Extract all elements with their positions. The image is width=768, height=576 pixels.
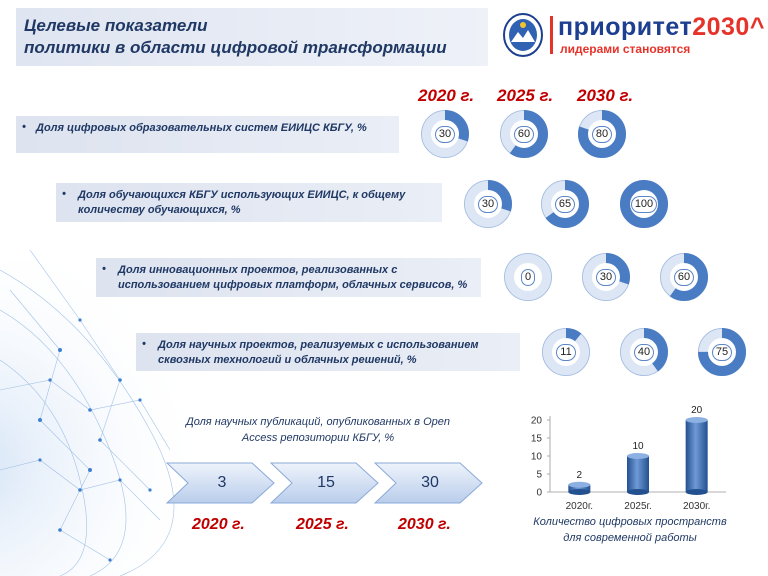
publication-arrow-2025 bbox=[270, 462, 382, 504]
publication-arrow-2020 bbox=[166, 462, 278, 504]
donut-value: 75 bbox=[712, 344, 732, 361]
bullet: • bbox=[102, 263, 106, 275]
donut-value: 60 bbox=[514, 126, 534, 143]
title-line-2: политики в области цифровой трансформации bbox=[24, 38, 447, 57]
donut-ind2-2030 bbox=[620, 180, 668, 228]
donut-ind2-2025 bbox=[541, 180, 589, 228]
logo-tagline: лидерами становятся bbox=[560, 42, 691, 56]
donut-ind1-2020 bbox=[421, 110, 469, 158]
title-line-1: Целевые показатели bbox=[24, 16, 208, 35]
donut-ind2-2020 bbox=[464, 180, 512, 228]
donut-value: 80 bbox=[592, 126, 612, 143]
bar-2030г. bbox=[686, 420, 708, 492]
publications-caption-line-2: Access репозитории КБГУ, % bbox=[241, 432, 395, 444]
logo-brand-text: приоритет2030^ bbox=[558, 13, 765, 41]
donut-ind3-2030 bbox=[660, 253, 708, 301]
indicator-label-line-2: сквозных технологий и облачных решений, % bbox=[158, 354, 417, 366]
indicator-label-line-2: использованием цифровых платформ, облачных сервисов, % bbox=[118, 279, 468, 291]
bar-base bbox=[568, 489, 590, 495]
donut-value: 100 bbox=[631, 196, 657, 213]
y-tick-label: 10 bbox=[530, 451, 542, 463]
bar-top bbox=[686, 417, 708, 423]
y-tick-label: 15 bbox=[530, 433, 542, 445]
donut-ind3-2025 bbox=[582, 253, 630, 301]
publications-caption bbox=[168, 414, 468, 446]
donut-value: 30 bbox=[478, 196, 498, 213]
bar-top bbox=[627, 453, 649, 459]
donut-value: 30 bbox=[596, 269, 616, 286]
bullet: • bbox=[142, 338, 146, 350]
bar-base bbox=[686, 489, 708, 495]
year-header-2020: 2020 г. bbox=[418, 86, 475, 105]
publication-value: 3 bbox=[217, 474, 227, 491]
indicator-label-line-1: Доля обучающихся КБГУ использующих ЕИИЦС, к общему bbox=[78, 189, 406, 201]
donut-ind4-2025 bbox=[620, 328, 668, 376]
donut-value: 30 bbox=[435, 126, 455, 143]
logo-divider bbox=[550, 16, 553, 54]
donut-label bbox=[464, 180, 512, 228]
donut-ind3-2020 bbox=[504, 253, 552, 301]
donut-label bbox=[578, 110, 626, 158]
donut-ind1-2025 bbox=[500, 110, 548, 158]
donut-label bbox=[660, 253, 708, 301]
donut-label bbox=[542, 328, 590, 376]
bar-base bbox=[627, 489, 649, 495]
chart-caption bbox=[510, 514, 750, 546]
publication-year-2020: 2020 г. bbox=[192, 516, 245, 533]
indicator-innovation-projects bbox=[96, 258, 481, 297]
donut-label bbox=[620, 328, 668, 376]
bar-top bbox=[568, 482, 590, 488]
donut-label bbox=[698, 328, 746, 376]
bar-data-label: 20 bbox=[691, 405, 703, 416]
year-header-2030: 2030 г. bbox=[577, 86, 634, 105]
priority-2030-logo bbox=[498, 10, 765, 60]
indicator-label-line-2: количеству обучающихся, % bbox=[78, 204, 241, 216]
x-tick-label: 2025г. bbox=[624, 501, 652, 512]
indicator-students-usage bbox=[56, 183, 442, 222]
donut-value: 11 bbox=[556, 344, 575, 361]
x-tick-label: 2030г. bbox=[682, 501, 711, 512]
digital-spaces-bar-chart bbox=[520, 398, 732, 514]
donut-ind4-2030 bbox=[698, 328, 746, 376]
bar-data-label: 10 bbox=[632, 441, 644, 452]
donut-value: 0 bbox=[521, 269, 535, 286]
donut-value: 65 bbox=[555, 196, 575, 213]
y-tick-label: 0 bbox=[536, 487, 542, 499]
donut-label bbox=[500, 110, 548, 158]
indicator-label-line-1: Доля инновационных проектов, реализованных с bbox=[118, 264, 398, 276]
bullet: • bbox=[62, 188, 66, 200]
y-tick-label: 5 bbox=[536, 469, 542, 481]
donut-value: 60 bbox=[674, 269, 694, 286]
donut-label bbox=[620, 180, 668, 228]
indicator-digital-systems bbox=[16, 116, 399, 153]
title-banner bbox=[16, 8, 488, 66]
publications-caption-line-1: Доля научных публикаций, опубликованных в Open bbox=[185, 416, 451, 428]
donut-label bbox=[541, 180, 589, 228]
bullet: • bbox=[22, 121, 26, 133]
publication-arrow-2030 bbox=[374, 462, 486, 504]
chart-caption-line-2: для современной работы bbox=[563, 532, 697, 544]
donut-value: 40 bbox=[634, 344, 654, 361]
y-tick-label: 20 bbox=[530, 415, 542, 427]
donut-label bbox=[504, 253, 552, 301]
publication-year-2025: 2025 г. bbox=[296, 516, 349, 533]
university-emblem-icon bbox=[502, 12, 544, 58]
x-tick-label: 2020г. bbox=[565, 501, 594, 512]
indicator-label-line-1: Доля научных проектов, реализуемых с использованием bbox=[158, 339, 479, 351]
donut-ind1-2030 bbox=[578, 110, 626, 158]
publication-value: 15 bbox=[317, 474, 335, 491]
indicator-label: Доля цифровых образовательных систем ЕИИЦС КБГУ, % bbox=[36, 122, 367, 134]
year-header-2025: 2025 г. bbox=[497, 86, 554, 105]
donut-label bbox=[582, 253, 630, 301]
publication-value: 30 bbox=[421, 474, 439, 491]
bar-data-label: 2 bbox=[576, 469, 583, 481]
publication-year-2030: 2030 г. bbox=[398, 516, 451, 533]
donut-label bbox=[421, 110, 469, 158]
indicator-research-projects bbox=[136, 333, 520, 371]
chart-caption-line-1: Количество цифровых пространств bbox=[533, 516, 727, 528]
bar-2025г. bbox=[627, 456, 649, 492]
donut-ind4-2020 bbox=[542, 328, 590, 376]
